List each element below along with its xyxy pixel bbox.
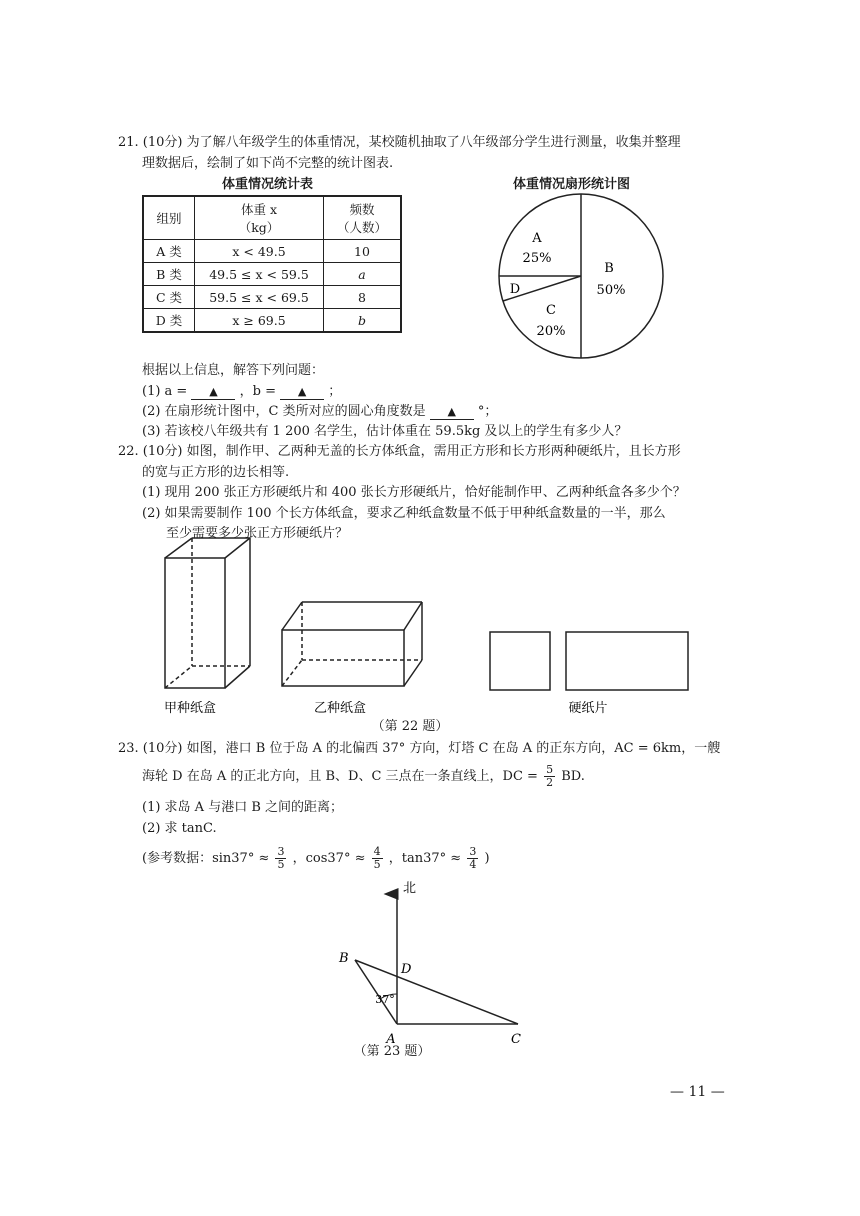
table-row xyxy=(143,286,401,309)
row-range: 49.5 ≤ x < 59.5 xyxy=(195,263,324,286)
q21-stem-line1: 21. (10分) 为了解八年级学生的体重情况，某校随机抽取了八年级部分学生进行测量，收集并整理 xyxy=(118,135,681,150)
point-d: D xyxy=(401,962,412,977)
q22-sub2-line1: (2) 如果需要制作 100 个长方体纸盒，要求乙种纸盒数量不低于甲种纸盒数量的一半，那么 xyxy=(142,506,666,521)
ref-cos-label: ，cos37° ≈ xyxy=(292,851,366,866)
weight-stats-table xyxy=(142,195,402,333)
q22-sub2-line2: 至少需要多少张正方形硬纸片？ xyxy=(166,526,349,541)
answer-blank-b: ▲ xyxy=(280,385,324,400)
point-c: C xyxy=(511,1032,521,1047)
row-group: B 类 xyxy=(143,263,195,286)
q22-sub1: (1) 现用 200 张正方形硬纸片和 400 张长方形硬纸片，恰好能制作甲、乙两种纸盒各多少个？ xyxy=(142,485,686,500)
row-range: x < 49.5 xyxy=(195,240,324,263)
q23-geometry-figure xyxy=(325,872,540,1050)
table-row xyxy=(143,263,401,286)
row-range: 59.5 ≤ x < 69.5 xyxy=(195,286,324,309)
header-freq-line1: 频数 xyxy=(349,202,375,217)
frac-denominator: 4 xyxy=(469,858,477,871)
pie-label-d: D xyxy=(509,282,521,297)
header-weight xyxy=(195,196,324,240)
answer-blank-a: ▲ xyxy=(191,385,235,400)
table-header-row xyxy=(143,196,401,240)
q23-reference-data xyxy=(142,846,490,871)
q21-table-title: 体重情况统计表 xyxy=(222,177,314,192)
table-row xyxy=(143,240,401,263)
row-group: D 类 xyxy=(143,309,195,333)
q21-sub3: (3) 若该校八年级共有 1 200 名学生，估计体重在 59.5kg 及以上的学生有多少人？ xyxy=(142,424,628,439)
fraction-5-2 xyxy=(544,764,555,789)
row-count: 10 xyxy=(324,240,402,263)
row-group: C 类 xyxy=(143,286,195,309)
box-yi xyxy=(282,602,422,686)
frac-numerator: 5 xyxy=(546,763,554,776)
label-north: 北 xyxy=(403,881,417,896)
sub1-end: ； xyxy=(328,384,342,399)
q22-stem-line2: 的宽与正方形的边长相等. xyxy=(142,465,290,480)
sub2-end: °； xyxy=(477,404,498,419)
q23-line2-end: BD. xyxy=(561,769,585,784)
ref-end: ) xyxy=(484,851,490,866)
q21-sub1 xyxy=(142,383,341,401)
table-row xyxy=(143,309,401,333)
pie-label-b: B xyxy=(604,261,614,276)
row-count: 8 xyxy=(324,286,402,309)
rectangle-card xyxy=(566,632,688,690)
segment-bc xyxy=(355,960,518,1024)
q22-caption: （第 22 题） xyxy=(371,719,449,734)
fraction-sin xyxy=(275,846,286,871)
answer-blank-angle: ▲ xyxy=(430,405,474,420)
header-freq-line2: （人数） xyxy=(336,220,387,235)
q21-pie-title: 体重情况扇形统计图 xyxy=(513,177,631,192)
header-weight-line2: （kg） xyxy=(238,220,280,235)
q23-stem-line1: 23. (10分) 如图，港口 B 位于岛 A 的北偏西 37° 方向，灯塔 C 在岛 A 的正东方向，AC = 6km，一艘 xyxy=(118,741,721,756)
q23-stem-line2 xyxy=(142,764,585,789)
pie-pct-c: 20% xyxy=(536,324,566,339)
q21-prompt: 根据以上信息，解答下列问题： xyxy=(142,363,325,378)
q23-line2-text: 海轮 D 在岛 A 的正北方向，且 B、D、C 三点在一条直线上，DC = xyxy=(142,769,538,784)
fraction-cos xyxy=(372,846,383,871)
frac-denominator: 5 xyxy=(277,858,285,871)
q22-stem-line1: 22. (10分) 如图，制作甲、乙两种无盖的长方体纸盒，需用正方形和长方形两种硬纸片，且长方形 xyxy=(118,444,681,459)
q23-caption: （第 23 题） xyxy=(353,1044,431,1059)
q21-sub2 xyxy=(142,403,497,421)
weight-pie-chart xyxy=(495,190,667,362)
header-group: 组别 xyxy=(143,196,195,240)
pie-pct-b: 50% xyxy=(596,283,626,298)
label-jia-box: 甲种纸盒 xyxy=(163,701,217,716)
point-a: A xyxy=(386,1032,396,1047)
sub2-text: (2) 在扇形统计图中，C 类所对应的圆心角度数是 xyxy=(142,404,426,419)
sub1-b-label: ，b = xyxy=(239,384,276,399)
sub1-a-label: (1) a = xyxy=(142,384,188,399)
q22-figure xyxy=(150,530,710,725)
ref-tan-label: ，tan37° ≈ xyxy=(388,851,462,866)
row-count: a xyxy=(324,263,402,286)
fraction-tan xyxy=(467,846,478,871)
row-group: A 类 xyxy=(143,240,195,263)
q21-stem-line2: 理数据后，绘制了如下尚不完整的统计图表. xyxy=(142,156,394,171)
frac-numerator: 4 xyxy=(373,845,381,858)
label-yi-box: 乙种纸盒 xyxy=(313,701,367,716)
frac-numerator: 3 xyxy=(469,845,477,858)
pie-pct-a: 25% xyxy=(522,251,552,266)
square-card xyxy=(490,632,550,690)
segment-ab xyxy=(355,960,397,1024)
ref-sin-label: (参考数据：sin37° ≈ xyxy=(142,851,270,866)
frac-denominator: 2 xyxy=(546,776,554,789)
q23-sub2: (2) 求 tanC. xyxy=(142,821,217,836)
box-jia xyxy=(165,538,250,688)
frac-denominator: 5 xyxy=(373,858,381,871)
pie-label-a: A xyxy=(532,231,542,246)
q23-sub1: (1) 求岛 A 与港口 B 之间的距离； xyxy=(142,800,344,815)
label-angle: 37° xyxy=(375,993,395,1006)
row-count: b xyxy=(324,309,402,333)
point-b: B xyxy=(339,951,349,966)
page-number: — 11 — xyxy=(670,1084,725,1100)
pie-label-c: C xyxy=(546,303,556,318)
header-frequency xyxy=(324,196,402,240)
label-cards: 硬纸片 xyxy=(568,701,608,716)
row-range: x ≥ 69.5 xyxy=(195,309,324,333)
frac-numerator: 3 xyxy=(277,845,285,858)
header-weight-line1: 体重 x xyxy=(240,202,278,217)
